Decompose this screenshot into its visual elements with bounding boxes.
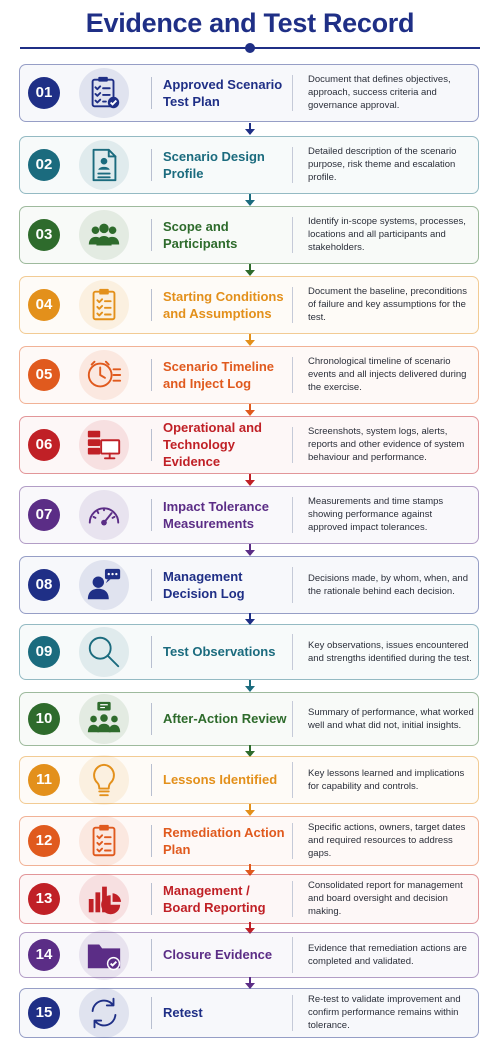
step-description: Measurements and time stamps showing performance against approved impact tolerances. [308,496,444,533]
step-card [19,624,479,680]
step-description: Identify in-scope systems, processes, locations and all participants and stakeholders. [308,216,466,253]
step-divider [151,703,152,735]
flow-arrow [244,123,256,136]
step-label: Test Observations [163,644,276,659]
step-description: Detailed description of the scenario purpose, risk theme and escalation profile. [308,146,457,183]
flow-arrow [244,804,256,817]
flow-arrow [244,334,256,347]
step-divider [151,359,152,391]
step-card [19,346,479,404]
checklist-icon [79,68,129,118]
step-divider-2 [292,937,293,973]
step-label: Management / Board Reporting [163,882,266,915]
step-description: Key observations, issues encountered and strengths identified during the test. [308,639,472,664]
step-number-badge: 11 [28,764,60,796]
step-card [19,932,479,978]
step-card [19,206,479,264]
step-divider [151,77,152,109]
step-card [19,874,479,924]
step-divider-2 [292,497,293,533]
title-divider-dot [245,43,255,53]
step-label: Management Decision Log [163,568,245,601]
step-divider-2 [292,357,293,393]
step-number-badge: 07 [28,499,60,531]
step-number-badge: 12 [28,825,60,857]
step-card [19,416,479,474]
step-divider-2 [292,634,293,670]
step-number-badge: 05 [28,359,60,391]
step-label: Scope and Participants [163,218,238,251]
step-number-badge: 01 [28,77,60,109]
step-card [19,486,479,544]
step-card [19,692,479,746]
flow-arrow [244,544,256,557]
step-label: Retest [163,1005,203,1020]
step-card [19,556,479,614]
step-divider [151,636,152,668]
step-label: Operational and Technology Evidence [163,420,262,469]
step-label: Scenario Timeline and Inject Log [163,358,275,391]
step-divider [151,499,152,531]
clipboard-icon [79,280,129,330]
flow-arrow [244,404,256,417]
flow-arrow [244,680,256,693]
team-discussion-icon [79,694,129,744]
step-divider [151,429,152,461]
step-divider-2 [292,147,293,183]
step-description: Chronological timeline of scenario events and all injects delivered during the exercise. [308,356,467,393]
step-number-badge: 06 [28,429,60,461]
clipboard-icon [79,816,129,866]
step-label: Remediation Action Plan [163,824,285,857]
step-label: Lessons Identified [163,772,278,787]
step-description: Re-test to validate improvement and confirm performance remains within tolerance. [308,994,461,1031]
step-divider-2 [292,762,293,798]
refresh-icon [79,988,129,1038]
step-card [19,136,479,194]
step-number-badge: 04 [28,289,60,321]
step-divider-2 [292,427,293,463]
step-divider-2 [292,75,293,111]
step-number-badge: 08 [28,569,60,601]
step-number-badge: 02 [28,149,60,181]
step-divider-2 [292,287,293,323]
step-description: Key lessons learned and implications for capability and controls. [308,767,465,792]
step-description: Decisions made, by whom, when, and the rationale behind each decision. [308,572,468,597]
step-card [19,276,479,334]
step-description: Evidence that remediation actions are completed and validated. [308,942,467,967]
server-monitor-icon [79,420,129,470]
step-card [19,756,479,804]
step-divider-2 [292,823,293,859]
step-description: Consolidated report for management and board oversight and decision making. [308,880,463,917]
step-card [19,816,479,866]
folder-check-icon [79,930,129,980]
step-divider [151,939,152,971]
step-divider-2 [292,995,293,1031]
step-divider [151,219,152,251]
step-description: Screenshots, system logs, alerts, reports and other evidence of system behaviour and performance. [308,426,465,463]
profile-document-icon [79,140,129,190]
step-divider [151,149,152,181]
step-label: Impact Tolerance Measurements [163,498,269,531]
step-divider-2 [292,881,293,917]
lightbulb-icon [79,755,129,805]
step-label: After-Action Review [163,711,287,726]
step-divider-2 [292,217,293,253]
step-divider [151,569,152,601]
step-number-badge: 10 [28,703,60,735]
step-number-badge: 14 [28,939,60,971]
step-divider [151,764,152,796]
people-group-icon [79,210,129,260]
flow-arrow [244,264,256,277]
flow-arrow [244,194,256,207]
flow-arrow [244,474,256,487]
gauge-icon [79,490,129,540]
step-label: Closure Evidence [163,947,273,962]
step-number-badge: 15 [28,997,60,1029]
step-label: Scenario Design Profile [163,148,265,181]
page-title: Evidence and Test Record [85,8,415,38]
step-divider [151,825,152,857]
step-divider-2 [292,701,293,737]
step-description: Specific actions, owners, target dates and required resources to address gaps. [308,822,466,859]
step-label: Starting Conditions and Assumptions [163,288,284,321]
step-number-badge: 03 [28,219,60,251]
step-description: Document that defines objectives, approach, success criteria and governance approval. [308,74,451,111]
step-divider-2 [292,567,293,603]
person-chat-icon [79,560,129,610]
step-number-badge: 13 [28,883,60,915]
step-divider [151,883,152,915]
magnifier-icon [79,627,129,677]
step-description: Summary of performance, what worked well and what did not, initial insights. [308,706,474,731]
step-divider [151,289,152,321]
step-card [19,64,479,122]
step-description: Document the baseline, preconditions of failure and key assumptions for the test. [308,286,467,323]
step-divider [151,997,152,1029]
clock-list-icon [79,350,129,400]
step-number-badge: 09 [28,636,60,668]
chart-icon [79,874,129,924]
step-label: Approved Scenario Test Plan [163,76,283,109]
step-card [19,988,479,1038]
